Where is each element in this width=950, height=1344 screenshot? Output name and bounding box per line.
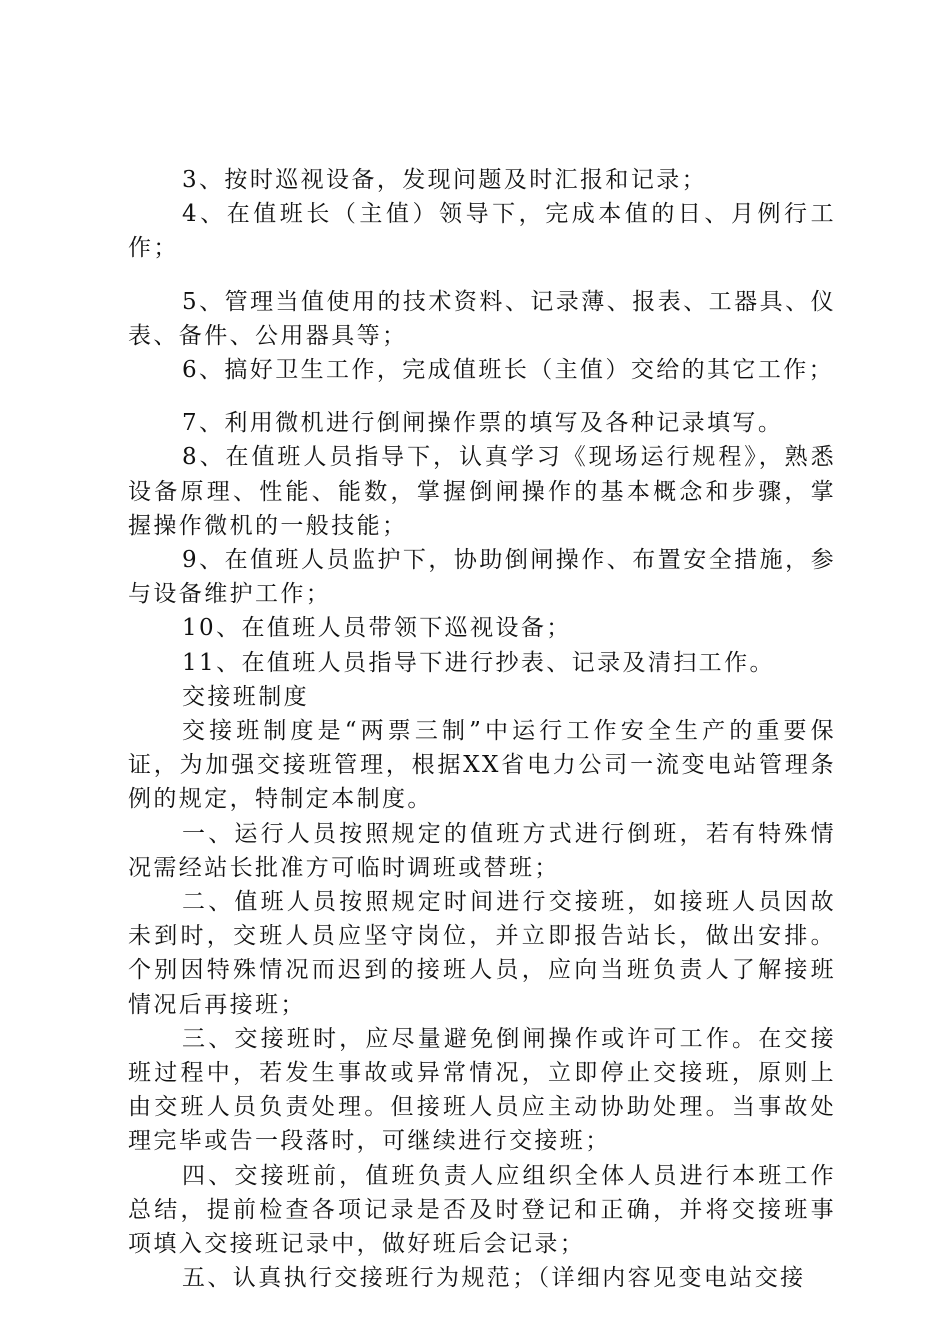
rule-item-2: 二、值班人员按照规定时间进行交接班，如接班人员因故未到时，交班人员应坚守岗位，并立即报告站长，做出安排。个别因特殊情况而迟到的接班人员，应向当班负责人了解接班情况后再接班； bbox=[128, 889, 836, 1018]
rule-item-5: 五、认真执行交接班行为规范；（详细内容见变电站交接 bbox=[182, 1265, 806, 1292]
paragraph-item-6: 6、搞好卫生工作，完成值班长（主值）交给的其它工作； bbox=[182, 357, 835, 384]
rule-item-3: 三、交接班时，应尽量避免倒闸操作或许可工作。在交接班过程中，若发生事故或异常情况，立即停止交接班，原则上由交班人员负责处理。但接班人员应主动协助处理。当事故处理完毕或告一段落时，可继续进行交接班； bbox=[128, 1025, 836, 1155]
paragraph-item-11: 11、在值班人员指导下进行抄表、记录及清扫工作。 bbox=[182, 649, 775, 676]
paragraph-item-5: 5、管理当值使用的技术资料、记录薄、报表、工器具、仪表、备件、公用器具等； bbox=[128, 288, 836, 349]
paragraph-item-4: 4、在值班长（主值）领导下，完成本值的日、月例行工作； bbox=[128, 201, 836, 262]
paragraph-item-7: 7、利用微机进行倒闸操作票的填写及各种记录填写。 bbox=[182, 410, 784, 437]
rule-item-4: 四、交接班前，值班负责人应组织全体人员进行本班工作总结，提前检查各项记录是否及时登记和正确，并将交接班事项填入交接班记录中，做好班后会记录； bbox=[128, 1162, 836, 1258]
rule-item-1: 一、运行人员按照规定的值班方式进行倒班，若有特殊情况需经站长批准方可临时调班或替班； bbox=[128, 820, 836, 881]
document-body bbox=[128, 163, 836, 1296]
paragraph-item-9: 9、在值班人员监护下，协助倒闸操作、布置安全措施，参与设备维护工作； bbox=[128, 547, 836, 608]
paragraph-item-3: 3、按时巡视设备，发现问题及时汇报和记录； bbox=[182, 167, 708, 193]
section-heading: 交接班制度 bbox=[182, 683, 309, 710]
section-intro: 交接班制度是“两票三制”中运行工作安全生产的重要保证，为加强交接班管理，根据XX省电力公司一流变电站管理条例的规定，特制定本制度。 bbox=[128, 718, 836, 813]
paragraph-item-8: 8、在值班人员指导下，认真学习《现场运行规程》，熟悉设备原理、性能、能数，掌握倒闸操作的基本概念和步骤，掌握操作微机的一般技能； bbox=[128, 444, 836, 539]
paragraph-item-10: 10、在值班人员带领下巡视设备； bbox=[182, 615, 572, 642]
